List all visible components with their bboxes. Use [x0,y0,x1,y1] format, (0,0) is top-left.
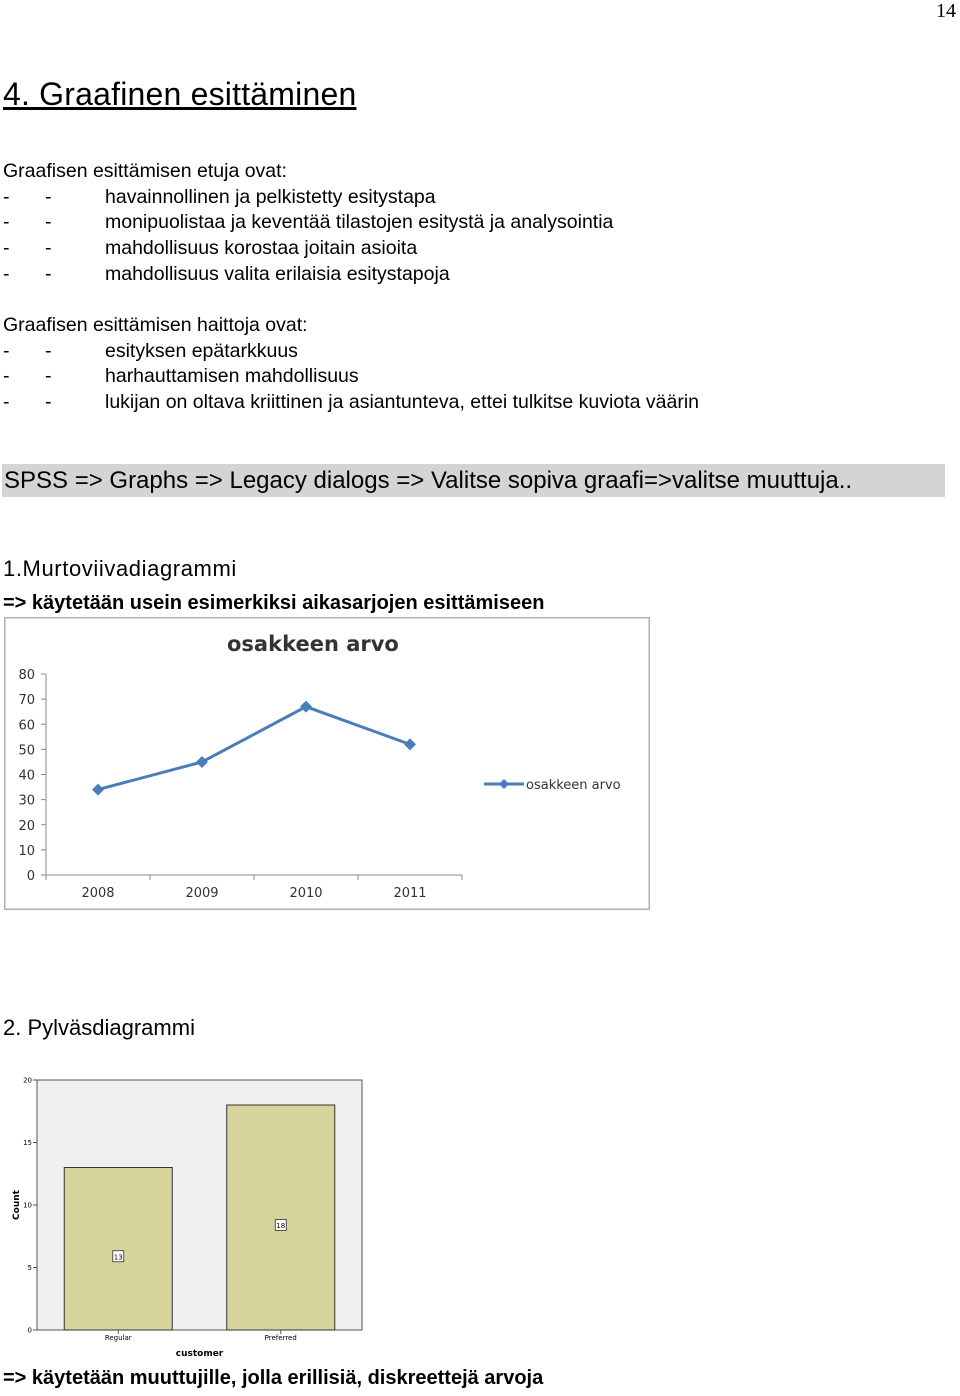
dash: - [45,391,52,413]
y-tick-label: 70 [18,693,35,709]
dash: - [3,263,10,285]
advantage-item [0,185,900,210]
y-tick-label: 5 [27,1264,32,1272]
spss-path-highlight: SPSS => Graphs => Legacy dialogs => Valitse sopiva graafi=>valitse muuttuja.. [2,464,945,497]
advantage-item [0,236,900,261]
chart-frame [5,618,650,910]
dash: - [3,365,10,387]
advantages-title: Graafisen esittämisen etuja ovat: [3,160,287,182]
bar [64,1168,172,1331]
section-title-bar-chart: 2. Pylväsdiagrammi [3,1015,195,1040]
disadvantage-item [0,339,900,364]
advantage-text: havainnollinen ja pelkistetty esitystapa [105,186,436,208]
legend-label: osakkeen arvo [526,778,621,793]
dash: - [45,211,52,233]
page-title: 4. Graafinen esittäminen [3,76,357,112]
x-tick-label: 2009 [185,886,219,901]
y-tick-label: 60 [18,718,35,734]
x-tick-label: 2008 [81,886,115,901]
y-tick-label: 0 [26,869,35,884]
line-chart [4,617,650,910]
y-axis-label: Count [12,1190,22,1220]
section-title-line-chart: 1.Murtoviivadiagrammi [3,556,237,581]
x-tick-label: 2011 [393,886,427,901]
disadvantage-text: harhauttamisen mahdollisuus [105,365,359,387]
advantage-text: mahdollisuus korostaa joitain asioita [105,237,418,259]
bar-chart [0,1070,380,1362]
dash: - [45,263,52,285]
dash: - [3,237,10,259]
y-tick-label: 20 [23,1076,32,1085]
y-tick-label: 50 [18,743,35,759]
dash: - [45,186,52,208]
advantage-text: monipuolistaa ja keventää tilastojen esitystä ja analysointia [105,211,614,233]
section-description-line-chart: => käytetään usein esimerkiksi aikasarjojen esittämiseen [3,592,545,614]
y-tick-label: 30 [18,793,35,809]
y-tick-label: 10 [23,1201,32,1210]
disadvantage-text: esityksen epätarkkuus [105,340,298,362]
x-tick-label: Regular [104,1334,132,1342]
dash: - [3,211,10,233]
advantage-item [0,262,900,287]
bar [227,1105,335,1330]
disadvantages-title: Graafisen esittämisen haittoja ovat: [3,314,308,336]
data-label: 13 [113,1253,123,1262]
disadvantage-item [0,364,900,389]
x-tick-label: 2010 [289,886,323,901]
x-axis-label: customer [175,1349,224,1359]
y-tick-label: 0 [27,1326,32,1335]
dash: - [3,391,10,413]
advantage-text: mahdollisuus valita erilaisia esitystapoja [105,263,450,285]
data-label: 18 [276,1222,286,1230]
dash: - [3,340,10,362]
x-tick-label: Preferred [264,1334,297,1342]
page-number: 14 [936,0,956,22]
dash: - [45,237,52,259]
disadvantage-text: lukijan on oltava kriittinen ja asiantunteva, ettei tulkitse kuviota väärin [105,391,699,413]
chart-title: osakkeen arvo [227,632,399,656]
y-tick-label: 40 [18,768,35,784]
advantage-item [0,210,900,235]
y-tick-label: 80 [18,668,35,683]
section-description-bar-chart: => käytetään muuttujille, jolla erillisiä, diskreettejä arvoja [3,1367,544,1389]
dash: - [45,340,52,362]
dash: - [3,186,10,208]
y-tick-label: 20 [18,818,35,834]
y-tick-label: 10 [18,843,35,859]
dash: - [45,365,52,387]
disadvantage-item [0,390,900,415]
y-tick-label: 15 [23,1139,32,1147]
